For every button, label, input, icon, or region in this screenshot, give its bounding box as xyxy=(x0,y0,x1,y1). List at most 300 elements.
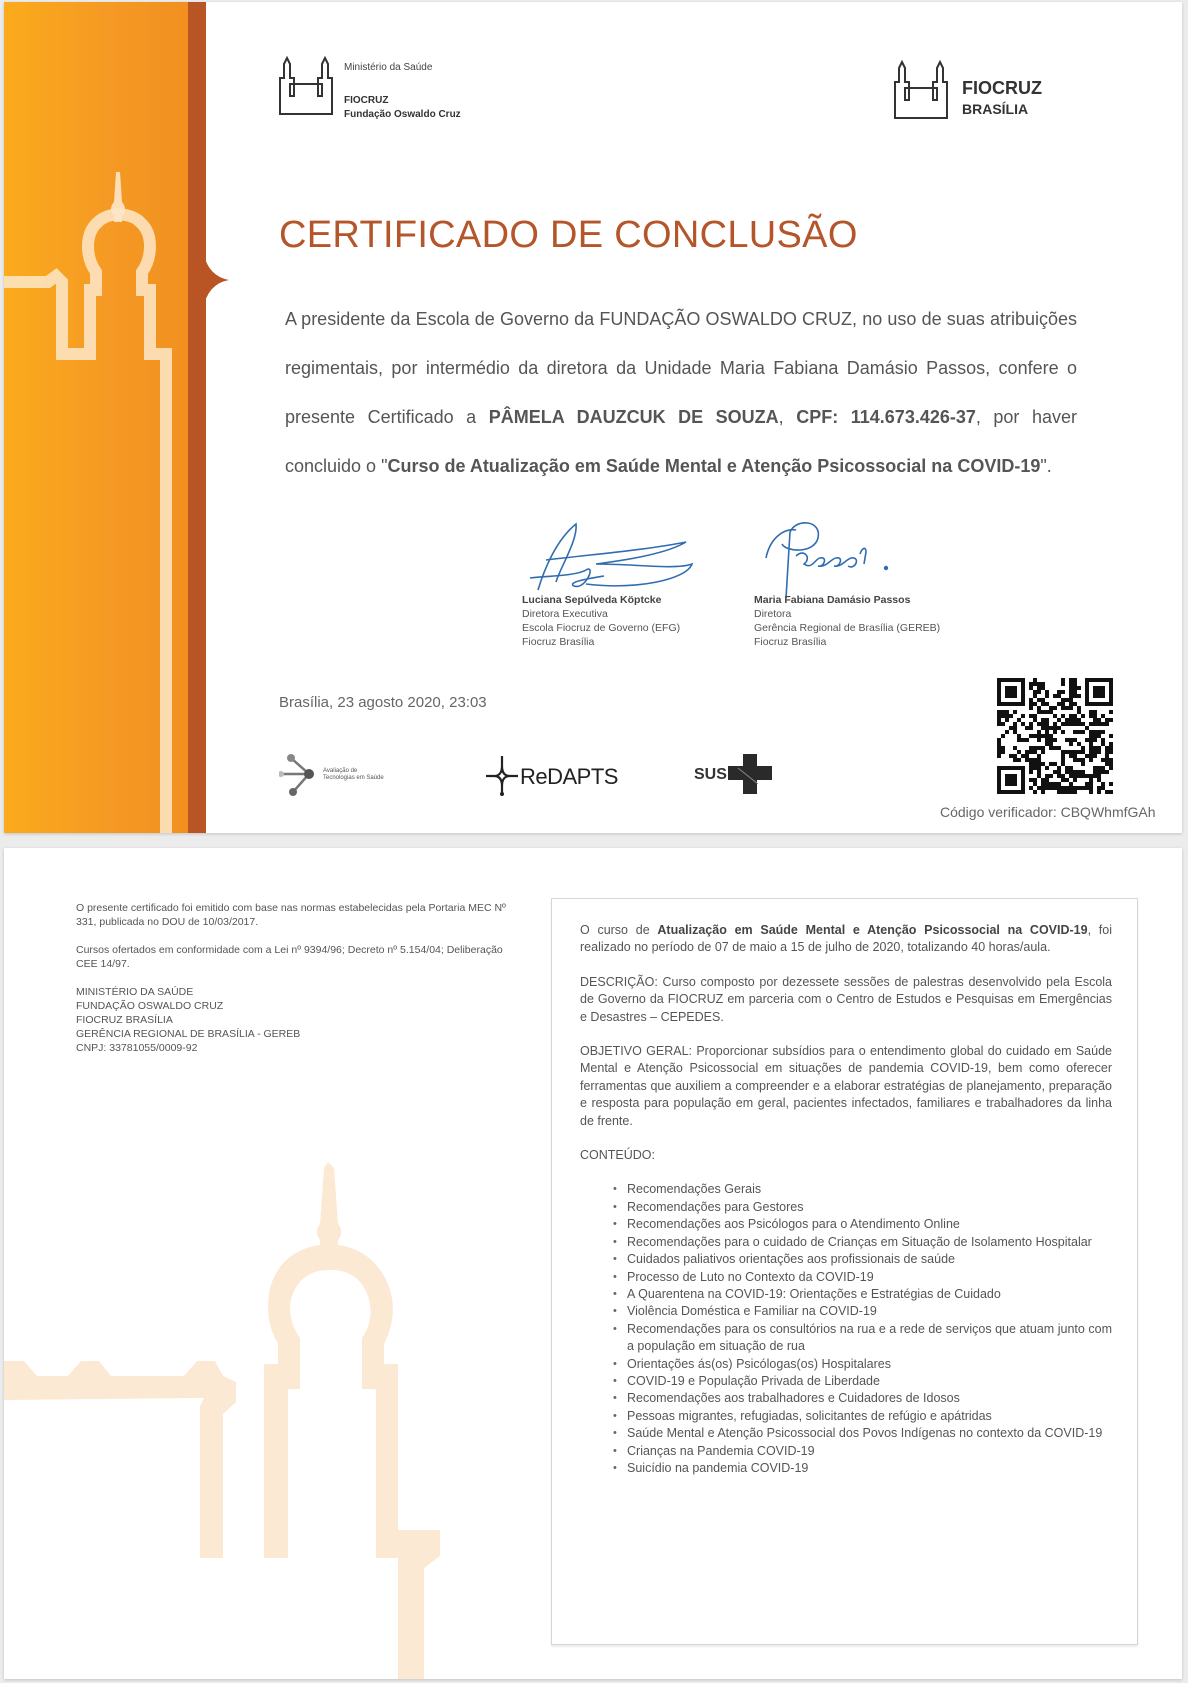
qr-module xyxy=(1085,786,1089,790)
qr-module xyxy=(1017,738,1021,742)
body-middle: , por haver concluido o " xyxy=(285,407,1077,476)
qr-module xyxy=(1045,694,1049,698)
qr-module xyxy=(1037,698,1041,702)
rust-side-stripe xyxy=(188,2,206,833)
qr-module xyxy=(1001,734,1005,738)
qr-module xyxy=(1081,750,1085,754)
qr-module xyxy=(1017,758,1021,762)
ats-logo xyxy=(279,752,409,798)
qr-module xyxy=(1069,742,1073,746)
qr-module xyxy=(1045,726,1049,730)
qr-module xyxy=(1049,738,1053,742)
qr-module xyxy=(1073,722,1077,726)
qr-module xyxy=(997,742,1001,746)
qr-module xyxy=(1109,710,1113,714)
content-list-item: • A Quarentena na COVID-19: Orientações e Estratégias de Cuidado xyxy=(627,1286,1112,1303)
qr-module xyxy=(1033,718,1037,722)
qr-module xyxy=(1045,738,1049,742)
qr-module xyxy=(1089,750,1093,754)
qr-module xyxy=(1069,790,1073,794)
qr-module xyxy=(1085,754,1089,758)
qr-module xyxy=(1089,746,1093,750)
sus-logo xyxy=(694,754,774,796)
qr-module xyxy=(1053,770,1057,774)
qr-module xyxy=(1069,770,1073,774)
qr-module xyxy=(1093,686,1105,698)
qr-module xyxy=(1105,746,1109,750)
qr-module xyxy=(1057,770,1061,774)
qr-module xyxy=(1081,770,1085,774)
course-intro-suffix: , foi realizado no período de 07 de maio a 15 de julho de 2020, totalizando 40 horas/aula. xyxy=(580,923,1112,955)
qr-module xyxy=(1029,778,1033,782)
qr-module xyxy=(1105,790,1109,794)
qr-module xyxy=(1033,694,1037,698)
qr-module xyxy=(1069,706,1073,710)
qr-module xyxy=(1009,754,1013,758)
qr-module xyxy=(1033,714,1037,718)
qr-module xyxy=(1089,738,1093,742)
qr-module xyxy=(1109,734,1113,738)
content-list xyxy=(580,1181,1112,1477)
qr-module xyxy=(1097,730,1101,734)
qr-module xyxy=(1061,722,1065,726)
qr-module xyxy=(1053,746,1057,750)
qr-module xyxy=(1105,754,1109,758)
qr-module xyxy=(1077,694,1081,698)
qr-module xyxy=(1073,694,1077,698)
qr-module xyxy=(1093,710,1097,714)
qr-module xyxy=(1041,750,1045,754)
qr-module xyxy=(1045,690,1049,694)
qr-module xyxy=(1077,750,1081,754)
qr-module xyxy=(1065,718,1069,722)
qr-module xyxy=(1005,718,1009,722)
qr-module xyxy=(1049,726,1053,730)
logo-fiocruz-text: FIOCRUZ xyxy=(344,95,389,106)
qr-module xyxy=(1065,790,1069,794)
qr-module xyxy=(1105,758,1109,762)
qr-module xyxy=(1069,718,1073,722)
ministerio-fiocruz-logo xyxy=(276,54,506,124)
qr-module xyxy=(1073,770,1077,774)
qr-module xyxy=(1065,786,1069,790)
qr-module xyxy=(1093,738,1097,742)
qr-module xyxy=(1053,706,1057,710)
qr-module xyxy=(1045,718,1049,722)
qr-module xyxy=(1057,694,1061,698)
qr-module xyxy=(1029,766,1033,770)
signer-location: Fiocruz Brasília xyxy=(754,636,827,648)
qr-code xyxy=(997,678,1113,794)
fiocruz-castle-logo-icon xyxy=(276,54,336,116)
qr-module xyxy=(1025,758,1029,762)
qr-module xyxy=(1073,774,1077,778)
qr-module xyxy=(1073,702,1077,706)
qr-module xyxy=(1005,686,1017,698)
qr-module xyxy=(1105,750,1109,754)
qr-module xyxy=(1077,686,1081,690)
logo-fiocruz-text: FIOCRUZ xyxy=(962,78,1042,98)
qr-module xyxy=(1069,702,1073,706)
qr-module xyxy=(1041,682,1045,686)
content-list-item: • Recomendações aos Psicólogos para o Atendimento Online xyxy=(627,1216,1112,1233)
qr-module xyxy=(1081,758,1085,762)
qr-module xyxy=(1037,734,1041,738)
qr-module xyxy=(1017,718,1021,722)
qr-module xyxy=(1105,770,1109,774)
qr-module xyxy=(1065,770,1069,774)
qr-module xyxy=(1073,678,1077,682)
signature-luciana xyxy=(516,520,696,600)
qr-module xyxy=(1033,782,1037,786)
qr-module xyxy=(1101,714,1105,718)
qr-module xyxy=(1021,738,1025,742)
address-line: MINISTÉRIO DA SAÚDE xyxy=(76,986,194,998)
qr-module xyxy=(1089,742,1093,746)
qr-module xyxy=(1037,762,1041,766)
qr-module xyxy=(1061,790,1065,794)
qr-module xyxy=(1013,754,1017,758)
qr-module xyxy=(1097,750,1101,754)
qr-module xyxy=(1061,762,1065,766)
qr-module xyxy=(1109,790,1113,794)
qr-module xyxy=(1029,682,1033,686)
qr-module xyxy=(1097,770,1101,774)
course-name: Curso de Atualização em Saúde Mental e Atenção Psicossocial na COVID-19 xyxy=(387,456,1041,476)
qr-module xyxy=(1109,750,1113,754)
logo-brasilia-text: BRASÍLIA xyxy=(962,101,1029,117)
qr-module xyxy=(1069,766,1073,770)
qr-module xyxy=(1069,714,1073,718)
qr-module xyxy=(1081,730,1085,734)
recipient-name: PÂMELA DAUZCUK DE SOUZA xyxy=(488,407,779,427)
qr-module xyxy=(1045,774,1049,778)
qr-module xyxy=(1041,746,1045,750)
qr-module xyxy=(1069,774,1073,778)
qr-module xyxy=(1041,790,1045,794)
content-list-item: • Recomendações para os consultórios na rua e a rede de serviços que atuam junto com a população em situação de rua xyxy=(627,1321,1112,1356)
qr-module xyxy=(1061,754,1065,758)
qr-module xyxy=(1045,730,1049,734)
qr-module xyxy=(1029,770,1033,774)
qr-module xyxy=(1077,710,1081,714)
qr-module xyxy=(1057,726,1061,730)
qr-module xyxy=(1001,750,1005,754)
qr-module xyxy=(1037,706,1041,710)
signer-role: Diretora xyxy=(754,608,792,620)
fiocruz-brasilia-logo xyxy=(890,58,1080,124)
qr-module xyxy=(1069,782,1073,786)
course-details-box xyxy=(551,898,1138,1645)
qr-module xyxy=(1089,734,1093,738)
qr-module xyxy=(1045,702,1049,706)
qr-module xyxy=(1029,758,1033,762)
qr-module xyxy=(1101,770,1105,774)
qr-module xyxy=(1109,718,1113,722)
qr-module xyxy=(1045,782,1049,786)
qr-module xyxy=(1029,698,1033,702)
qr-module xyxy=(1033,750,1037,754)
legal-notes xyxy=(76,901,516,1055)
qr-module xyxy=(1101,786,1105,790)
qr-module xyxy=(1045,742,1049,746)
qr-module xyxy=(1029,750,1033,754)
qr-module xyxy=(1109,758,1113,762)
qr-module xyxy=(1057,790,1061,794)
course-intro-name: Atualização em Saúde Mental e Atenção Psicossocial na COVID-19 xyxy=(657,923,1088,937)
qr-module xyxy=(1053,714,1057,718)
qr-module xyxy=(997,718,1001,722)
course-intro xyxy=(580,922,1112,957)
qr-module xyxy=(1061,714,1065,718)
qr-module xyxy=(1093,766,1097,770)
qr-module xyxy=(1037,686,1041,690)
qr-module xyxy=(1077,742,1081,746)
qr-module xyxy=(1093,722,1097,726)
qr-module xyxy=(1009,726,1013,730)
redapts-text: ReDAPTS xyxy=(520,764,618,789)
qr-module xyxy=(1061,786,1065,790)
qr-module xyxy=(1029,786,1033,790)
fiocruz-castle-watermark-icon xyxy=(4,172,188,833)
qr-module xyxy=(1025,738,1029,742)
qr-module xyxy=(1041,782,1045,786)
qr-module xyxy=(1001,722,1005,726)
qr-module xyxy=(1033,682,1037,686)
qr-module xyxy=(1025,754,1029,758)
sus-cross-icon xyxy=(728,754,772,794)
qr-module xyxy=(1053,726,1057,730)
qr-module xyxy=(1037,766,1041,770)
qr-module xyxy=(1073,786,1077,790)
qr-module xyxy=(1057,746,1061,750)
qr-module xyxy=(1109,746,1113,750)
qr-module xyxy=(1013,726,1017,730)
qr-module xyxy=(1001,710,1005,714)
qr-module xyxy=(1085,726,1089,730)
certificate-back-page xyxy=(4,848,1182,1679)
qr-module xyxy=(1093,770,1097,774)
qr-module xyxy=(1085,782,1089,786)
qr-module xyxy=(1097,778,1101,782)
qr-module xyxy=(1049,782,1053,786)
qr-module xyxy=(1093,714,1097,718)
qr-module xyxy=(1053,730,1057,734)
qr-module xyxy=(1109,742,1113,746)
qr-module xyxy=(1013,758,1017,762)
ats-line2: Tecnologias em Saúde xyxy=(323,775,384,781)
qr-module xyxy=(1041,702,1045,706)
qr-module xyxy=(1037,682,1041,686)
content-list-item: • Saúde Mental e Atenção Psicossocial dos Povos Indígenas no contexto da COVID-19 xyxy=(627,1425,1112,1442)
qr-module xyxy=(1097,734,1101,738)
qr-module xyxy=(1101,782,1105,786)
qr-module xyxy=(1089,774,1093,778)
qr-module xyxy=(1061,730,1065,734)
qr-module xyxy=(1041,734,1045,738)
qr-module xyxy=(1089,782,1093,786)
qr-module xyxy=(1049,734,1053,738)
recipient-cpf: CPF: 114.673.426-37 xyxy=(796,407,976,427)
qr-module xyxy=(1041,686,1045,690)
qr-module xyxy=(1005,714,1009,718)
qr-module xyxy=(1069,686,1073,690)
qr-module xyxy=(1109,782,1113,786)
qr-module xyxy=(1057,718,1061,722)
qr-module xyxy=(1045,710,1049,714)
qr-module xyxy=(1057,786,1061,790)
qr-module xyxy=(1009,714,1013,718)
qr-module xyxy=(1057,702,1061,706)
address-line: FUNDAÇÃO OSWALDO CRUZ xyxy=(76,1000,224,1012)
ats-line1: Avaliação de xyxy=(323,768,358,774)
qr-module xyxy=(1041,778,1045,782)
qr-module xyxy=(1093,750,1097,754)
qr-module xyxy=(1053,722,1057,726)
qr-module xyxy=(1037,774,1041,778)
qr-module xyxy=(1045,766,1049,770)
qr-module xyxy=(1037,710,1041,714)
qr-module xyxy=(1065,750,1069,754)
qr-module xyxy=(1073,682,1077,686)
qr-module xyxy=(1049,786,1053,790)
qr-module xyxy=(1037,746,1041,750)
course-objective: OBJETIVO GERAL: Proporcionar subsídios para o entendimento global do cuidado em Saúde Mental e Atenção Psicossocial em situações de pandemia COVID-19, bem como oferecer ferramentas que auxiliem a compreender e a elaborar estratégias de planejamento, preparação e resposta para população em geral, pacientes infectados, familiares e trabalhadores da linha de frente. xyxy=(580,1044,1112,1128)
content-list-item: • Recomendações para Gestores xyxy=(627,1199,1112,1216)
qr-module xyxy=(1021,722,1025,726)
qr-module xyxy=(1097,786,1101,790)
qr-module xyxy=(1029,726,1033,730)
qr-module xyxy=(1077,718,1081,722)
qr-module xyxy=(1029,714,1033,718)
qr-module xyxy=(1037,786,1041,790)
qr-module xyxy=(1057,690,1061,694)
qr-module xyxy=(1065,722,1069,726)
qr-module xyxy=(1109,766,1113,770)
qr-module xyxy=(1081,786,1085,790)
qr-module xyxy=(1037,770,1041,774)
qr-module xyxy=(1073,718,1077,722)
signature-block-maria-fabiana xyxy=(754,593,940,649)
qr-module xyxy=(1013,710,1017,714)
qr-module xyxy=(1029,722,1033,726)
qr-module xyxy=(1061,698,1065,702)
qr-module xyxy=(1077,722,1081,726)
qr-module xyxy=(1081,714,1085,718)
qr-module xyxy=(1037,722,1041,726)
qr-module xyxy=(1021,754,1025,758)
qr-module xyxy=(1065,738,1069,742)
qr-module xyxy=(1089,710,1093,714)
qr-module xyxy=(1089,714,1093,718)
qr-module xyxy=(1105,762,1109,766)
qr-module xyxy=(1105,722,1109,726)
qr-module xyxy=(1017,734,1021,738)
qr-module xyxy=(1025,726,1029,730)
qr-module xyxy=(1093,754,1097,758)
logo-ministerio-text: Ministério da Saúde xyxy=(344,62,433,73)
qr-module xyxy=(1069,786,1073,790)
certificate-front-page xyxy=(4,2,1182,833)
qr-module xyxy=(1073,730,1077,734)
qr-module xyxy=(1041,762,1045,766)
qr-module xyxy=(1073,686,1077,690)
qr-module xyxy=(1029,686,1033,690)
qr-module xyxy=(1005,710,1009,714)
sus-text: SUS xyxy=(694,766,727,783)
address-block xyxy=(76,985,516,1055)
qr-module xyxy=(1089,754,1093,758)
qr-module xyxy=(1029,706,1033,710)
qr-module xyxy=(1061,750,1065,754)
qr-module xyxy=(997,738,1001,742)
qr-module xyxy=(1029,734,1033,738)
qr-module xyxy=(1033,790,1037,794)
qr-module xyxy=(1041,726,1045,730)
qr-module xyxy=(1041,722,1045,726)
qr-module xyxy=(1089,778,1093,782)
qr-module xyxy=(1069,738,1073,742)
qr-module xyxy=(1069,698,1073,702)
qr-module xyxy=(1101,722,1105,726)
qr-module xyxy=(1097,774,1101,778)
qr-module xyxy=(1013,730,1017,734)
qr-module xyxy=(1037,738,1041,742)
qr-module xyxy=(1073,738,1077,742)
issue-date: Brasília, 23 agosto 2020, 23:03 xyxy=(279,694,487,711)
qr-module xyxy=(1093,718,1097,722)
qr-module xyxy=(1049,746,1053,750)
signer-name: Maria Fabiana Damásio Passos xyxy=(754,594,911,606)
content-list-item: • Crianças na Pandemia COVID-19 xyxy=(627,1443,1112,1460)
qr-module xyxy=(1089,722,1093,726)
qr-module xyxy=(1013,722,1017,726)
qr-module xyxy=(1065,706,1069,710)
qr-module xyxy=(1001,714,1005,718)
qr-module xyxy=(1101,730,1105,734)
qr-module xyxy=(1085,738,1089,742)
qr-module xyxy=(1033,762,1037,766)
course-intro-prefix: O curso de xyxy=(580,923,658,937)
qr-module xyxy=(1073,714,1077,718)
qr-module xyxy=(1097,722,1101,726)
qr-module xyxy=(1073,778,1077,782)
course-description: DESCRIÇÃO: Curso composto por dezessete sessões de palestras desenvolvido pela Escola de Governo da FIOCRUZ em parceria com o Centro de Estudos e Pesquisas em Emergências e Desastres – CEPEDES. xyxy=(580,974,1112,1024)
qr-module xyxy=(1061,774,1065,778)
qr-module xyxy=(1041,698,1045,702)
qr-module xyxy=(1061,758,1065,762)
qr-module xyxy=(1077,786,1081,790)
qr-module xyxy=(1065,766,1069,770)
content-list-item: • Processo de Luto no Contexto da COVID-19 xyxy=(627,1269,1112,1286)
certificate-title: CERTIFICADO DE CONCLUSÃO xyxy=(279,214,858,256)
signer-role: Diretora Executiva xyxy=(522,608,608,620)
qr-module xyxy=(1033,746,1037,750)
qr-module xyxy=(1029,746,1033,750)
fiocruz-castle-watermark-icon xyxy=(4,1148,474,1679)
qr-module xyxy=(1073,758,1077,762)
qr-module xyxy=(1097,746,1101,750)
qr-module xyxy=(1073,750,1077,754)
qr-module xyxy=(1061,706,1065,710)
qr-module xyxy=(1041,710,1045,714)
legal-lei: Cursos ofertados em conformidade com a Lei nº 9394/96; Decreto nº 5.154/04; Deliberação CEE 14/97. xyxy=(76,944,503,970)
qr-module xyxy=(1049,706,1053,710)
qr-module xyxy=(997,746,1001,750)
qr-module xyxy=(1069,754,1073,758)
qr-module xyxy=(1025,750,1029,754)
signer-name: Luciana Sepúlveda Köptcke xyxy=(522,594,662,606)
